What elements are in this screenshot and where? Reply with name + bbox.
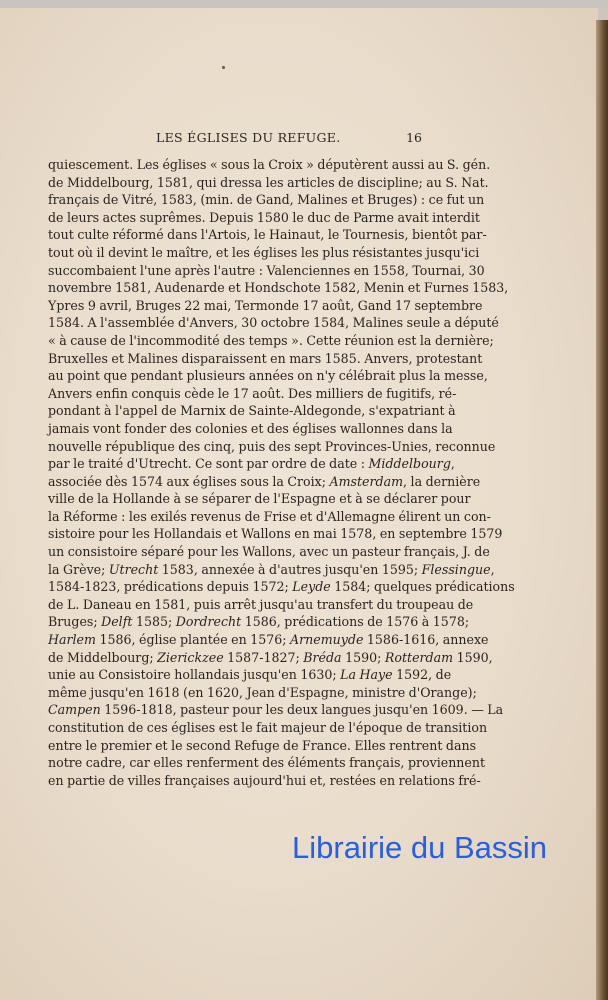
text-line — [48, 455, 455, 473]
text-line — [48, 578, 515, 596]
place-name: Utrecht — [108, 561, 159, 577]
text-segment: constitution de ces églises est le fait majeur de l'époque de transition — [48, 720, 488, 735]
text-line — [48, 438, 496, 456]
place-name: Amsterdam — [329, 473, 404, 489]
text-segment: 1587-1827; — [223, 649, 304, 665]
place-name: Leyde — [292, 579, 331, 595]
text-segment: 1585; — [132, 614, 176, 630]
text-line — [48, 719, 488, 737]
text-segment: novembre 1581, Audenarde et Hondschote 1582, Menin et Furnes 1583, — [48, 280, 509, 296]
text-segment: tout où il devint le maître, et les églises les plus résistantes jusqu'ici — [48, 244, 480, 260]
text-line — [48, 561, 495, 579]
text-segment: de L. Daneau en 1581, puis arrêt jusqu'au transfert du troupeau de — [48, 596, 474, 612]
text-segment: 1590; — [341, 649, 385, 665]
text-segment: la Grève; — [48, 561, 109, 577]
text-segment: 1590, — [453, 649, 493, 665]
text-line — [48, 350, 483, 368]
text-segment: 1586, église plantée en 1576; — [95, 632, 291, 648]
text-line — [48, 244, 480, 262]
text-segment: 1584; quelques prédications — [330, 579, 515, 595]
text-segment: même jusqu'en 1618 (en 1620, Jean d'Espagne, ministre d'Orange); — [48, 684, 477, 700]
text-segment: sistoire pour les Hollandais et Wallons en mai 1578, en septembre 1579 — [48, 526, 503, 542]
text-segment: 1584. A l'assemblée d'Anvers, 30 octobre 1584, Malines seule a député — [48, 315, 499, 331]
text-segment: , — [490, 561, 495, 577]
text-segment: un consistoire séparé pour les Wallons, avec un pasteur français, J. de — [48, 544, 490, 560]
place-name: Campen — [48, 702, 101, 718]
place-name: Rotterdam — [384, 649, 454, 665]
watermark: Librairie du Bassin — [292, 830, 548, 865]
text-line — [48, 279, 509, 297]
text-segment: tout culte réformé dans l'Artois, le Hainaut, le Tournesis, bientôt par- — [48, 227, 487, 243]
text-line — [48, 332, 494, 350]
text-segment: jamais vont fonder des colonies et des églises wallonnes dans la — [48, 420, 453, 436]
text-line — [48, 297, 483, 315]
text-segment: unie au Consistoire hollandais jusqu'en 1630; — [48, 667, 341, 683]
text-line — [48, 701, 504, 719]
text-line — [48, 508, 491, 526]
text-segment: au point que pendant plusieurs années on n'y célébrait plus la messe, — [48, 368, 488, 384]
text-line — [48, 420, 453, 438]
place-name: Zierickzee — [157, 649, 224, 665]
place-name: Arnemuyde — [290, 632, 364, 648]
text-line — [48, 613, 470, 631]
paper-speck — [222, 66, 225, 69]
text-line — [48, 314, 499, 332]
text-line — [48, 543, 490, 561]
text-segment: Bruxelles et Malines disparaissent en mars 1585. Anvers, protestant — [48, 350, 483, 366]
place-name: La Haye — [340, 667, 393, 683]
place-name: Delft — [101, 614, 133, 630]
running-title: LES ÉGLISES DU REFUGE. — [156, 130, 341, 145]
book-spine-edge — [596, 20, 608, 1000]
text-line — [48, 156, 491, 174]
text-segment: en partie de villes françaises aujourd'hui et, restées en relations fré- — [48, 772, 481, 788]
text-segment: 1586, prédications de 1576 à 1578; — [241, 614, 470, 630]
text-segment: de leurs actes suprêmes. Depuis 1580 le duc de Parme avait interdit — [48, 209, 480, 225]
text-segment: notre cadre, car elles renferment des éléments français, proviennent — [48, 755, 486, 771]
text-segment: Bruges; — [48, 614, 102, 630]
text-segment: français de Vitré, 1583, (min. de Gand, Malines et Bruges) : ce fut un — [48, 192, 485, 208]
text-segment: quiescement. Les églises « sous la Croix » députèrent aussi au S. gén. — [48, 157, 491, 172]
text-line — [48, 402, 456, 420]
place-name: Flessingue — [421, 561, 491, 577]
text-line — [48, 754, 486, 772]
text-line — [48, 262, 485, 280]
text-segment: Anvers enfin conquis cède le 17 août. Des milliers de fugitifs, ré- — [48, 385, 457, 401]
text-segment: 1586-1616, annexe — [363, 632, 489, 648]
text-line — [48, 737, 477, 755]
text-line — [48, 385, 457, 403]
text-line — [48, 596, 474, 614]
text-segment: , la dernière — [403, 473, 481, 489]
place-name: Middelbourg — [368, 456, 451, 472]
text-line — [48, 772, 481, 790]
place-name: Harlem — [48, 632, 96, 648]
text-line — [48, 209, 480, 227]
text-segment: ville de la Hollande à se séparer de l'Espagne et à se déclarer pour — [48, 491, 471, 507]
text-segment: 1583, annexée à d'autres jusqu'en 1595; — [158, 561, 422, 577]
text-segment: 1592, de — [392, 667, 452, 683]
body-text — [48, 156, 515, 789]
text-line — [48, 226, 487, 244]
text-line — [48, 666, 452, 684]
place-name: Bréda — [303, 649, 342, 665]
text-line — [48, 191, 485, 209]
text-line — [48, 367, 488, 385]
text-segment: Ypres 9 avril, Bruges 22 mai, Termonde 17 août, Gand 17 septembre — [48, 297, 483, 313]
text-segment: « à cause de l'incommodité des temps ». Cette réunion est la dernière; — [48, 332, 494, 348]
text-segment: succombaient l'une après l'autre : Valenciennes en 1558, Tournai, 30 — [48, 262, 485, 278]
text-segment: entre le premier et le second Refuge de France. Elles rentrent dans — [48, 737, 477, 753]
text-segment: pondant à l'appel de Marnix de Sainte-Aldegonde, s'expatriant à — [48, 403, 456, 419]
text-line — [48, 174, 489, 192]
text-line — [48, 684, 477, 702]
text-line — [48, 473, 481, 491]
place-name: Dordrecht — [175, 614, 242, 630]
text-segment: la Réforme : les exilés revenus de Frise et d'Allemagne élirent un con- — [48, 508, 491, 524]
page-number: 16 — [406, 130, 422, 145]
text-line — [48, 490, 471, 508]
text-segment: nouvelle république des cinq, puis des sept Provinces-Unies, reconnue — [48, 438, 496, 454]
text-segment: par le traité d'Utrecht. Ce sont par ordre de date : — [48, 456, 369, 472]
text-segment: associée dès 1574 aux églises sous la Croix; — [48, 473, 330, 489]
text-segment: de Middelbourg, 1581, qui dressa les articles de discipline; au S. Nat. — [48, 174, 489, 190]
text-line — [48, 631, 489, 649]
text-segment: 1584-1823, prédications depuis 1572; — [48, 579, 293, 595]
text-segment: 1596-1818, pasteur pour les deux langues jusqu'en 1609. — La — [100, 702, 504, 718]
text-segment: , — [450, 456, 455, 472]
text-segment: de Middelbourg; — [48, 649, 158, 665]
running-header — [48, 130, 422, 148]
text-line — [48, 525, 503, 543]
text-line — [48, 649, 493, 667]
